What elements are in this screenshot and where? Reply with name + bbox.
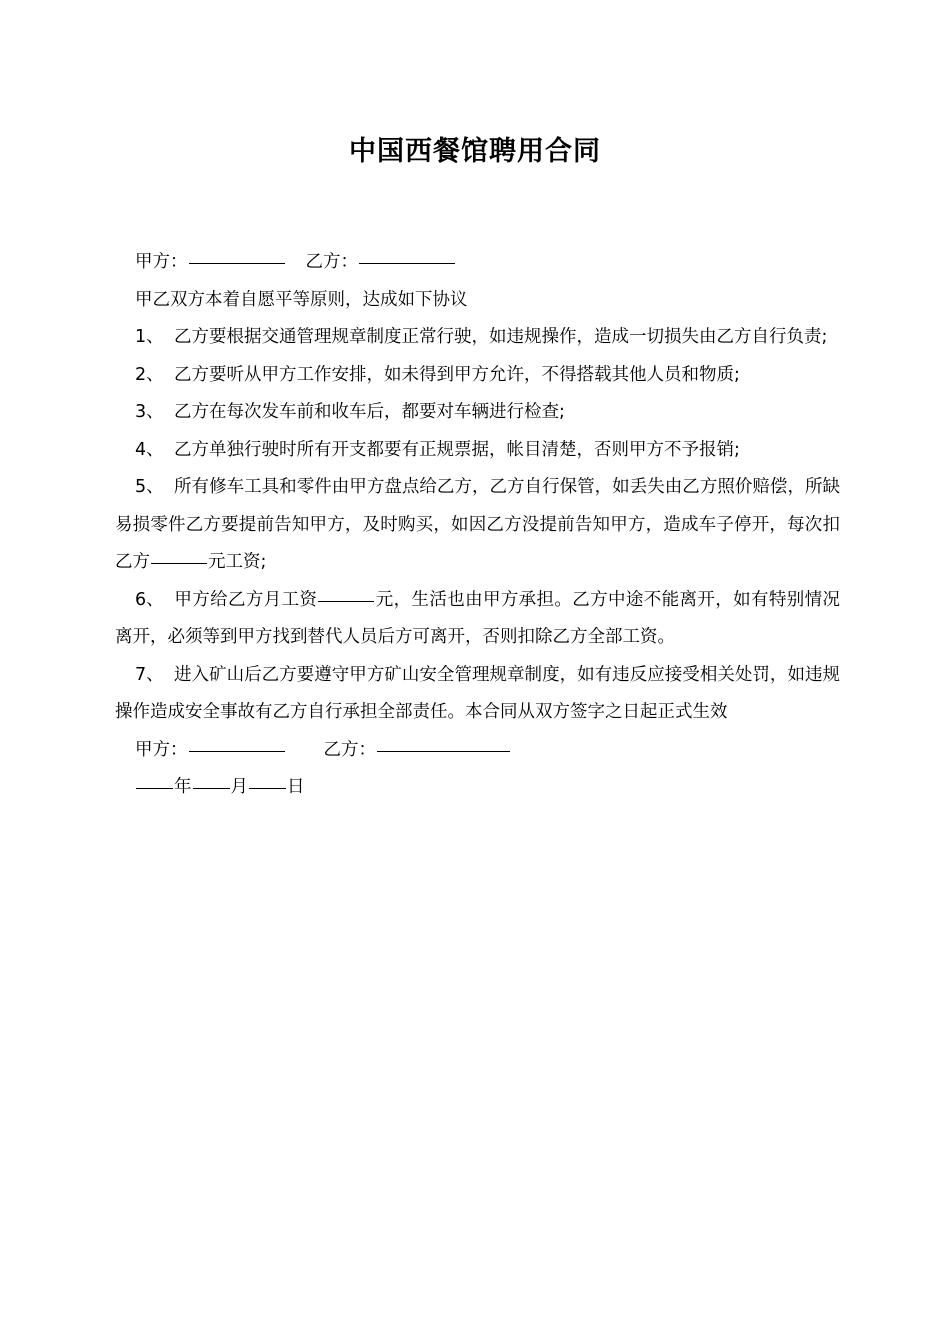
- clause-number: 3、: [135, 402, 164, 422]
- intro-text: 甲乙双方本着自愿平等原则，达成如下协议: [135, 289, 468, 310]
- year-blank: [136, 787, 173, 789]
- party-line-top: [115, 244, 840, 282]
- clause-text: 乙方要听从甲方工作安排，如未得到甲方允许，不得搭载其他人员和物质;: [174, 364, 740, 385]
- party-b-blank: [359, 262, 455, 264]
- signature-party-b-blank: [377, 750, 510, 752]
- signature-line: [115, 732, 840, 770]
- document-title: 中国西餐馆聘用合同: [349, 136, 601, 167]
- clause-number: 7、: [135, 664, 164, 685]
- month-label: 月: [230, 777, 248, 797]
- clause-text: 乙方在每次发车前和收车后，都要对车辆进行检查;: [174, 402, 565, 422]
- clause-2: [115, 357, 840, 395]
- clause-number: 1、: [135, 327, 164, 347]
- clause-text-part-a: 甲方给乙方月工资: [174, 589, 318, 610]
- clause-number: 4、: [135, 439, 164, 460]
- clause-text: 进入矿山后乙方要遵守甲方矿山安全管理规章制度，如有违反应接受相关处罚，如违规操作造成安全事故有乙方自行承担全部责任。本合同从双方签字之日起正式生效: [115, 664, 840, 722]
- year-label: 年: [174, 777, 192, 797]
- clause-7: [115, 657, 840, 732]
- clause-number: 5、: [135, 477, 164, 497]
- party-a-blank: [189, 262, 285, 264]
- clause-text-part-b: 元工资;: [208, 552, 267, 572]
- clause-5: [115, 469, 840, 582]
- signature-party-b-label: 乙方：: [323, 739, 376, 760]
- contract-body: [115, 244, 840, 807]
- party-b-label: 乙方：: [305, 252, 358, 272]
- signature-party-a-label: 甲方：: [135, 739, 188, 760]
- clause-text-part-a: 所有修车工具和零件由甲方盘点给乙方，乙方自行保管，如丢失由乙方照价赔偿，所缺易损零件乙方要提前告知甲方，及时购买，如因乙方没提前告知甲方，造成车子停开，每次扣乙方: [115, 477, 840, 572]
- monthly-salary-blank: [318, 600, 374, 602]
- party-a-label: 甲方：: [135, 252, 188, 272]
- clause-number: 6、: [135, 589, 164, 610]
- clause-text: 乙方要根据交通管理规章制度正常行驶，如违规操作，造成一切损失由乙方自行负责;: [174, 327, 828, 347]
- day-label: 日: [287, 777, 305, 797]
- signature-party-a-blank: [189, 750, 285, 752]
- date-line: [115, 769, 840, 807]
- deduction-amount-blank: [151, 562, 207, 564]
- clause-6: [115, 582, 840, 657]
- clause-1: [115, 319, 840, 357]
- day-blank: [249, 787, 286, 789]
- clause-number: 2、: [135, 364, 164, 385]
- clause-text: 乙方单独行驶时所有开支都要有正规票据，帐目清楚，否则甲方不予报销;: [174, 439, 740, 460]
- clause-4: [115, 432, 840, 470]
- clause-text-part-b: 元，生活也由甲方承担。乙方中途不能离开，如有特别情况离开，必须等到甲方找到替代人员后方可离开，否则扣除乙方全部工资。: [115, 589, 840, 647]
- month-blank: [193, 787, 230, 789]
- clause-3: [115, 394, 840, 432]
